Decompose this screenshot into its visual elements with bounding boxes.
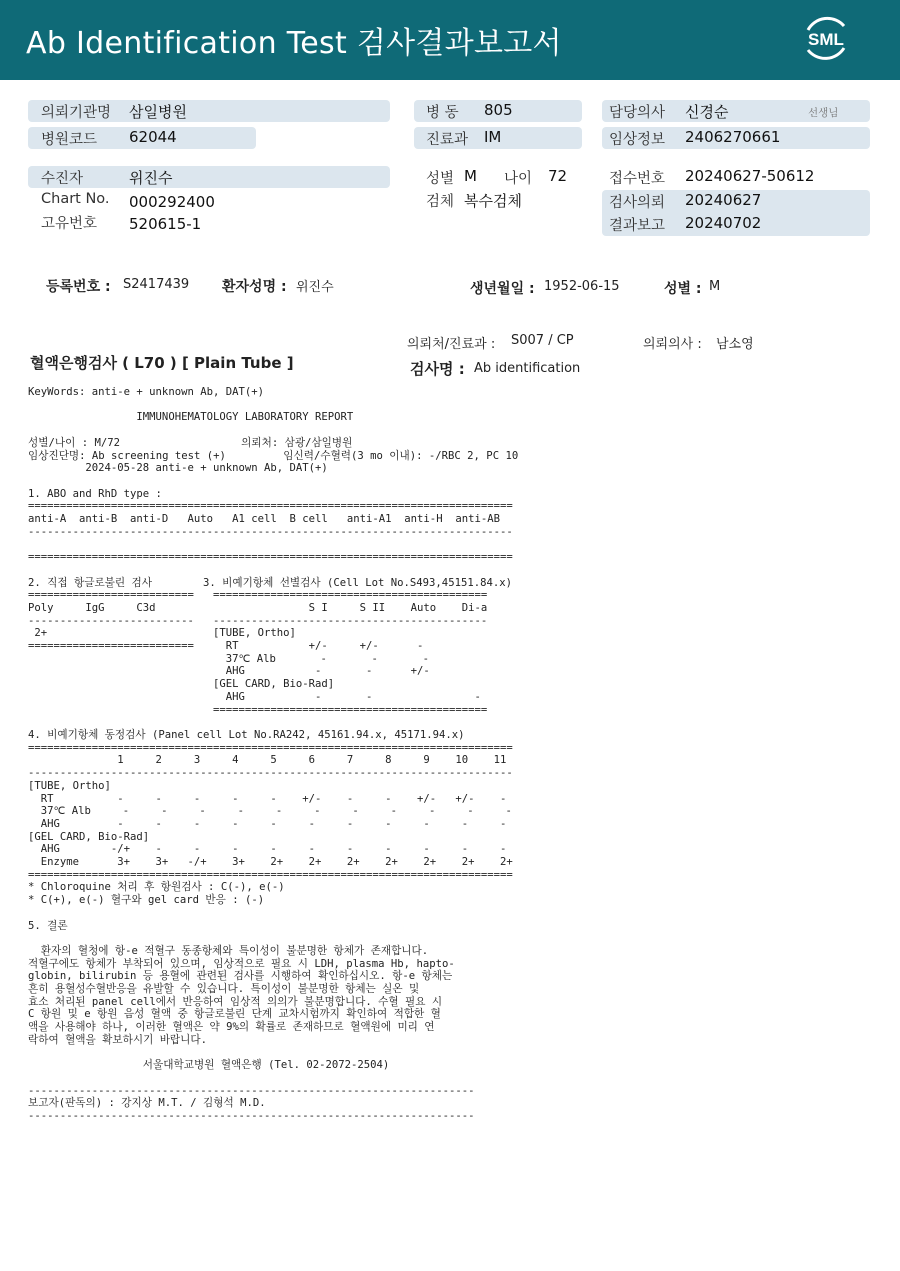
scan-sex-label: 성별 : [664,281,702,297]
doctor-value: 신경순 [685,103,729,121]
request-label: 검사의뢰 [609,195,666,211]
sml-logo [800,12,852,64]
receipt-value: 20240627-50612 [685,167,815,185]
doctor-suffix: 선생님 [808,107,839,119]
report-title: Ab Identification Test 검사결과보고서 [26,26,562,61]
chart-label: Chart No. [41,191,110,207]
name-label: 환자성명 : [222,279,287,295]
req-doc-value: 남소영 [716,337,754,352]
dob-label: 생년월일 : [470,281,535,297]
dob-value: 1952-06-15 [544,279,620,294]
patient-label: 수진자 [41,171,84,187]
source-label: 의뢰처/진료과 : [407,337,496,352]
hosp-code-label: 병원코드 [41,132,98,148]
source-value: S007 / CP [511,333,574,348]
dept-label: 진료과 [426,132,469,148]
scan-sex-value: M [709,279,721,294]
uid-value: 520615-1 [129,215,202,233]
lab-report-text: KeyWords: anti-e + unknown Ab, DAT(+) IMMUNOHEMATOLOGY LABORATORY REPORT 성별/나이 : M/72 의뢰처: 삼광/삼일병원 임상진단명: Ab screening test (+) 임신력/수혈력(3 mo 이내): -/RBC 2, PC 10 2024-05-28 anti-e + unknown Ab, DAT(+) 1. ABO and RhD type : ============================================================================ anti-A anti-B anti-D Auto A1 cell B cell anti-A1 anti-H anti-AB ---------------------------------------------------------------------------- ============================================================================ 2. 직접 항글로불린 검사 3. 비예기항체 선별검사 (Cell Lot No.S493,45151.84.x) ========================== =========================================== Poly IgG C3d S I S II Auto Di-a -------------------------- ------------------------------------------- 2+ [TUBE, Ortho] ========================== RT +/- +/- - 37℃ Alb - - - AHG - - +/- [GEL CARD, Bio-Rad] AHG - - - =========================================== 4. 비예기항체 동정검사 (Panel cell Lot No.RA242, 45161.94.x, 45171.94.x) ============================================================================ 1 2 3 4 5 6 7 8 9 10 11 ---------------------------------------------------------------------------- [TUBE, Ortho] RT - - - - - +/- - - +/- +/- - 37℃ Alb - - - - - - - - - - - AHG - - - - - - - - - - - [GEL CARD, Bio-Rad] AHG -/+ - - - - - - - - - - Enzyme 3+ 3+ -/+ 3+ 2+ 2+ 2+ 2+ 2+ 2+ 2+ ============================================================================ * Chloroquine 처리 후 항원검사 : C(-), e(-) * C(+), e(-) 혈구와 gel card 반응 : (-) 5. 결론 환자의 혈청에 항-e 적혈구 동종항체와 특이성이 불분명한 항체가 존재합니다. 적혈구에도 항체가 부착되어 있으며, 임상적으로 필요 시 LDH, plasma Hb, hapto- globin, bilirubin 등 용혈에 관련된 검사를 시행하여 확인하십시오. 항-e 항체는 흔히 용혈성수혈반응을 유발할 수 있습니다. 특이성이 불분명한 항체는 실온 및 효소 처리된 panel cell에서 반응하여 임상적 의의가 불분명합니다. 수혈 필요 시 C 항원 및 e 항원 음성 혈액 중 항글로불린 단계 교차시험까지 확인하여 적합한 혈 액을 사용해야 하나, 이러한 혈액은 약 9%의 확률로 존재하므로 혈액원에 미리 연 락하여 혈액을 확보하시기 바랍니다. 서울대학교병원 혈액은행 (Tel. 02-2072-2504) ---------------------------------------------------------------------- 보고자(판독의) : 강지상 M.T. / 김형석 M.D. ---------------------------------------------------------------------- [28,386,519,1123]
uid-label: 고유번호 [41,216,98,232]
age-value: 72 [548,167,568,185]
name-value: 위진수 [296,280,334,295]
ward-value: 805 [484,101,513,119]
test-group: 혈액은행검사 ( L70 ) [ Plain Tube ] [30,354,294,372]
dept-value: IM [484,128,502,146]
test-name-value: Ab identification [474,361,581,376]
req-doc-label: 의뢰의사 : [643,337,702,352]
age-label: 나이 [504,171,533,187]
clinical-label: 임상정보 [609,132,666,148]
reg-value: S2417439 [123,277,190,292]
request-value: 20240627 [685,191,762,209]
clinical-value: 2406270661 [685,128,781,146]
doctor-label: 담당의사 [609,105,666,121]
hospital-label: 의뢰기관명 [41,105,112,121]
hosp-code-value: 62044 [129,128,177,146]
ward-label: 병 동 [426,105,459,121]
reg-label: 등록번호 : [46,279,111,295]
sex-value: M [464,167,477,185]
chart-value: 000292400 [129,193,215,211]
result-label: 결과보고 [609,218,666,234]
logo-text: SML [808,30,844,49]
test-name-label: 검사명 : [410,360,465,378]
hospital-value: 삼일병원 [129,103,187,121]
patient-value: 위진수 [129,169,173,187]
sex-label: 성별 [426,171,455,187]
specimen-label: 검체 [426,194,455,210]
result-value: 20240702 [685,214,762,232]
specimen-value: 복수검체 [464,192,522,210]
receipt-label: 접수번호 [609,171,666,187]
